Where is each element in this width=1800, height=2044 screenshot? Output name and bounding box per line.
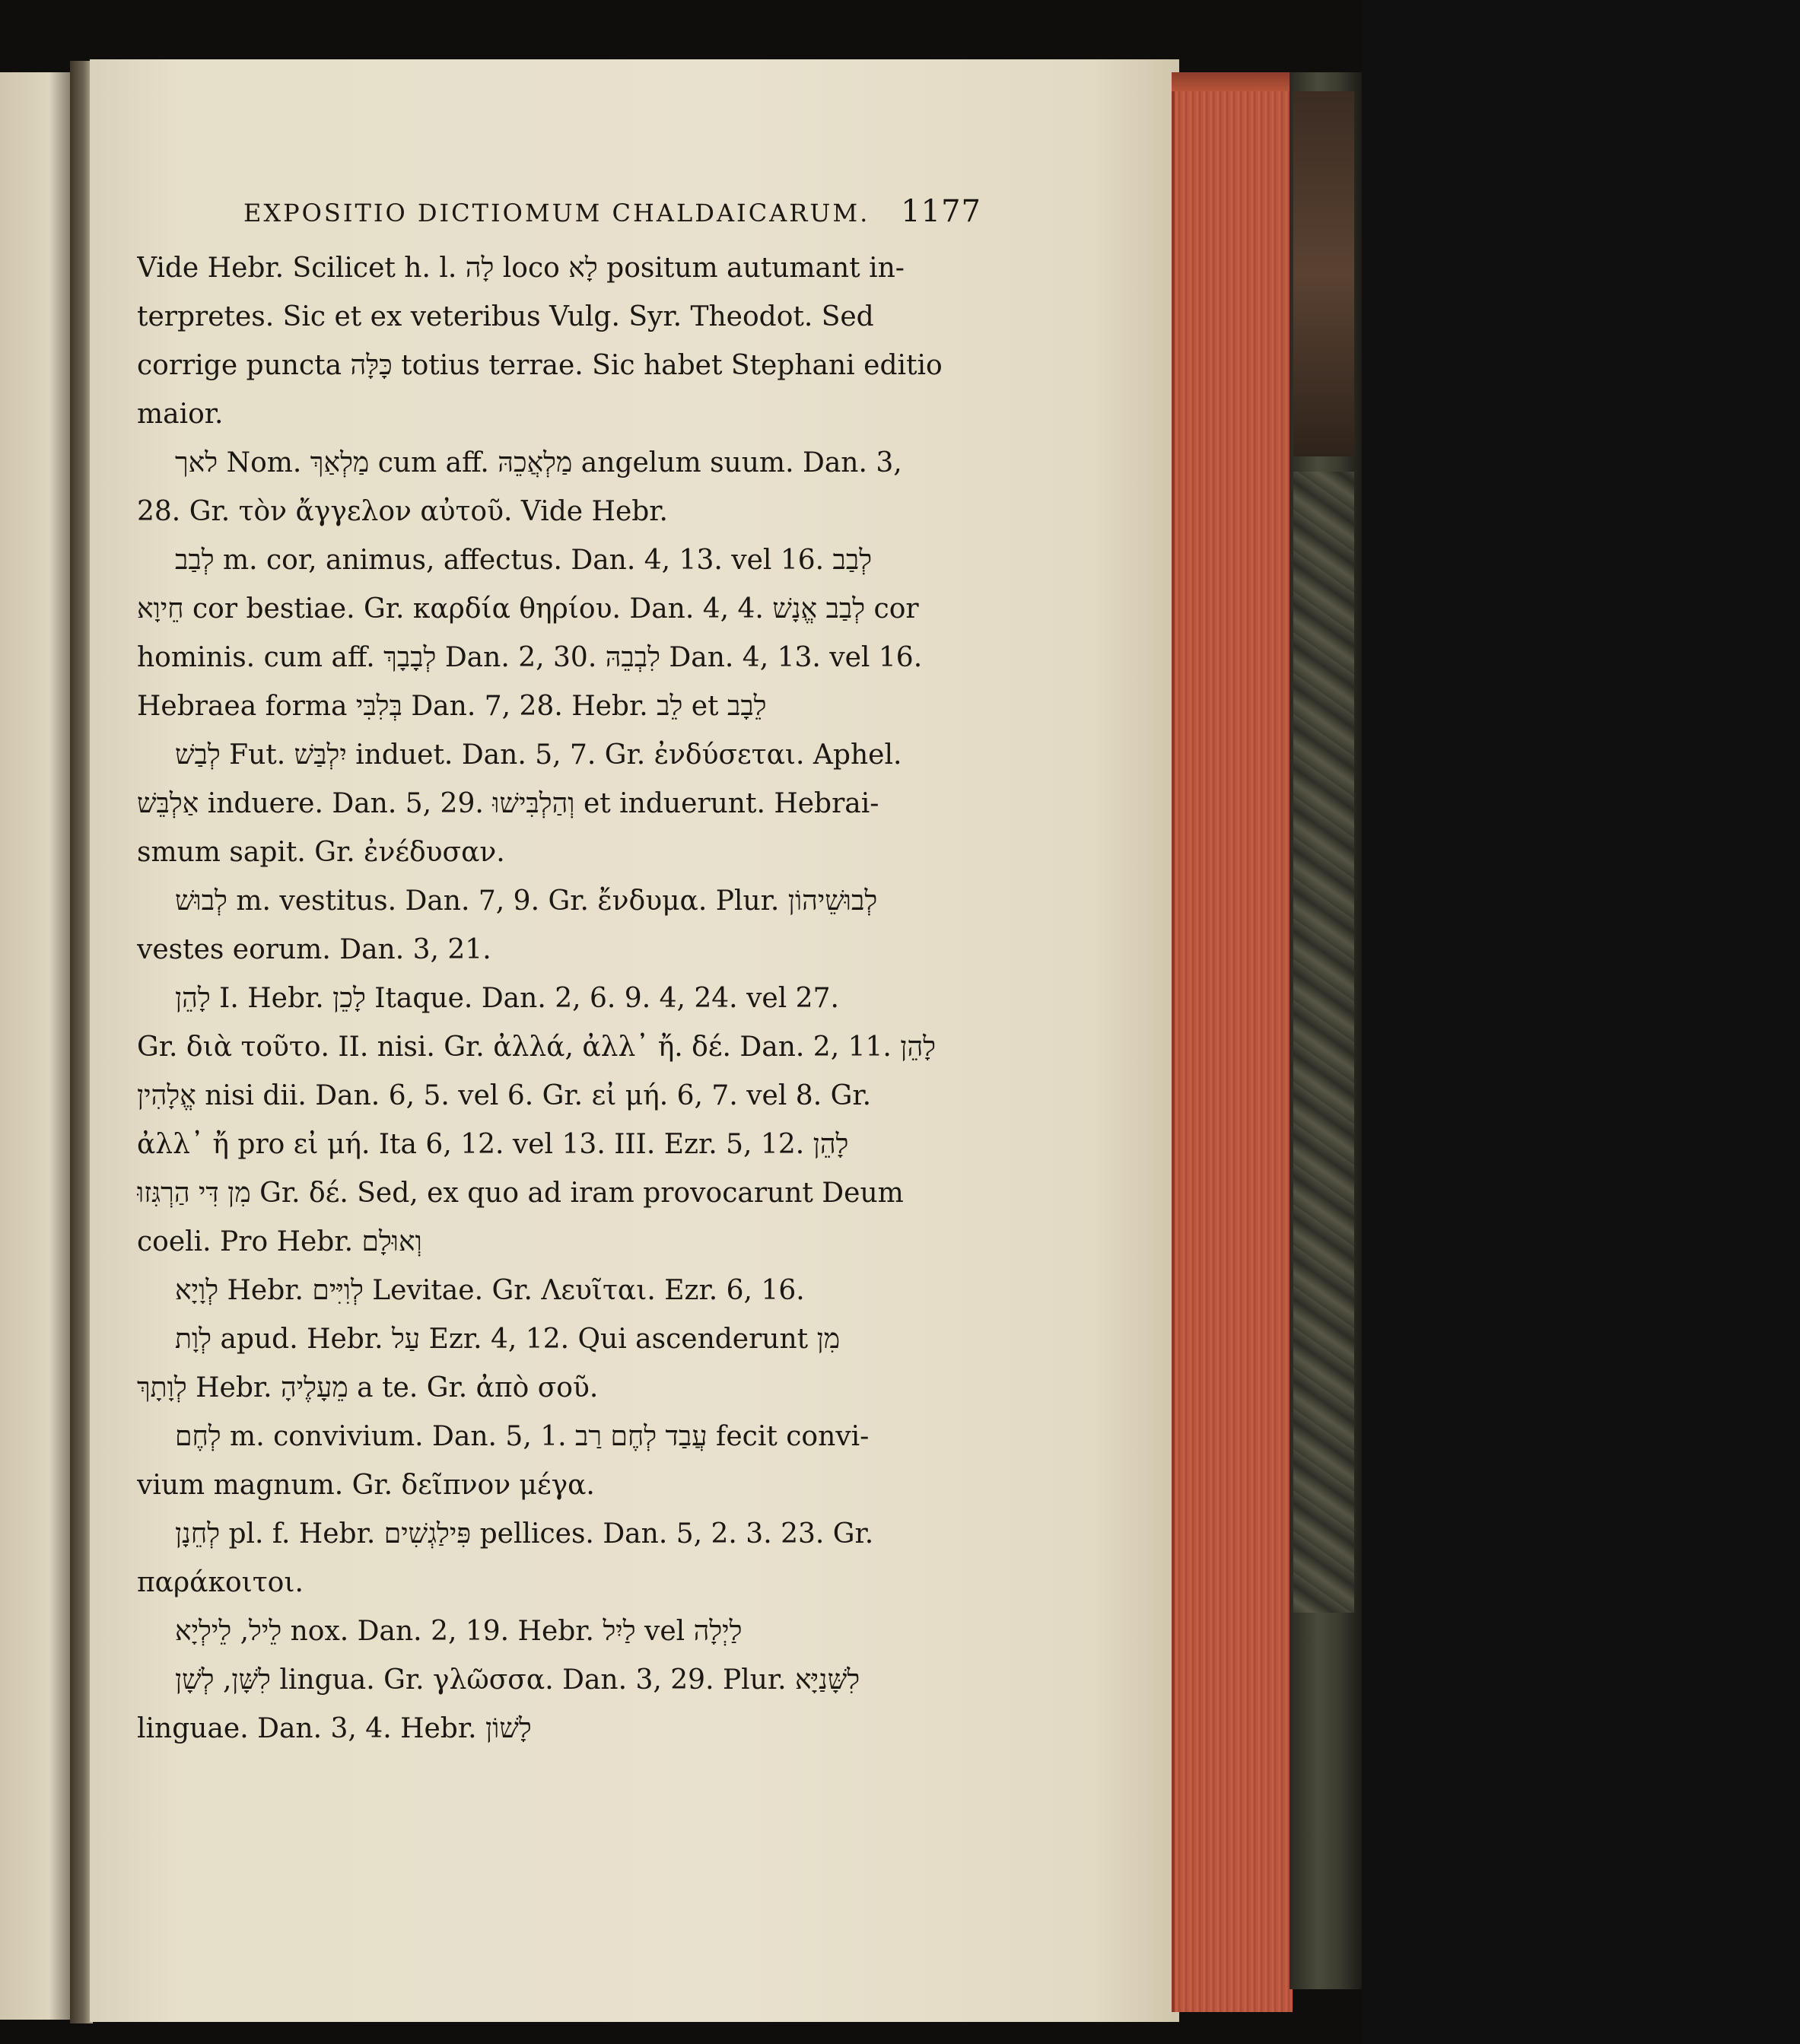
text-line: corrige puncta כָּלָּה totius terrae. Sic habet Stephani editio [137,350,943,381]
text-line: לְוָתָךְ Hebr. מֵעָלֶיהָ a te. Gr. ἀπὸ σοῦ. [137,1372,599,1403]
text-line: linguae. Dan. 3, 4. Hebr. לָשׁוֹן [137,1713,532,1744]
text-line: terpretes. Sic et ex veteribus Vulg. Syr. Theodot. Sed [137,301,874,332]
entry-line: לְבַשׁ Fut. יִלְבַּשׁ induet. Dan. 5, 7. Gr. ἐνδύσεται. Aphel. [175,739,902,771]
text-line: vestes eorum. Dan. 3, 21. [137,934,491,965]
cover-marbled-paper [1293,472,1354,1613]
text-line: hominis. cum aff. לְבָבָךְ Dan. 2, 30. לִבְבֵהּ Dan. 4, 13. vel 16. [137,642,923,673]
text-line: ἀλλ᾽ ἤ pro εἰ μή. Ita 6, 12. vel 13. III. Ezr. 5, 12. לָהֵן [137,1129,849,1160]
text-line: vium magnum. Gr. δεῖπνον μέγα. [137,1470,595,1501]
entry-line: לְבַב m. cor, animus, affectus. Dan. 4, 13. vel 16. לְבַב [175,545,873,576]
running-head [137,194,981,232]
entry-line: לִשָּׁן, לְשָׁן lingua. Gr. γλῶσσα. Dan. 3, 29. Plur. לִשָּׁנַיָּא [175,1664,860,1696]
entry-line: לְבוּשׁ m. vestitus. Dan. 7, 9. Gr. ἔνδυμα. Plur. לְבוּשֵׁיהוֹן [175,885,878,917]
text-line: παράκοιτοι. [137,1567,304,1598]
page-block-edge [1172,72,1293,2012]
text-line: אַלְבֵּשׁ induere. Dan. 5, 29. וְהַלְבִּישׁוּ et induerunt. Hebrai- [137,788,879,819]
left-page-edge [0,72,70,2020]
text-line: maior. [137,399,224,430]
text-line: 28. Gr. τὸν ἄγγελον αὐτοῦ. Vide Hebr. [137,496,668,527]
entry-line: לָהֵן I. Hebr. לָכֵן Itaque. Dan. 2, 6. 9. 4, 24. vel 27. [175,983,839,1014]
running-head-title: EXPOSITIO DICTIOMUM CHALDAICARUM. [243,199,870,227]
page-number: 1177 [901,194,981,229]
text-line: אֱלָהִין nisi dii. Dan. 6, 5. vel 6. Gr. εἰ μή. 6, 7. vel 8. Gr. [137,1080,872,1111]
cover-leather [1293,91,1354,456]
page-text [137,194,981,1753]
scan-margin-right [1362,0,1800,2044]
text-line: Gr. διὰ τοῦτο. II. nisi. Gr. ἀλλά, ἀλλ᾽ ἤ. δέ. Dan. 2, 11. לָהֵן [137,1032,937,1063]
text-line: חֵיוָא cor bestiae. Gr. καρδία θηρίου. Dan. 4, 4. לְבַב אֱנָשׁ cor [137,593,919,625]
entry-line: לְוָיָא Hebr. לְוִיִּים Levitae. Gr. Λευῖται. Ezr. 6, 16. [175,1275,805,1306]
text-line: coeli. Pro Hebr. וְאוּלָם [137,1226,422,1257]
text-line: Vide Hebr. Scilicet h. l. לָה loco לָא positum autumant in- [137,253,905,284]
entry-line: לאך Nom. מַלְאַךְ cum aff. מַלְאֲכֵהּ angelum suum. Dan. 3, [175,447,902,478]
text-line: smum sapit. Gr. ἐνέδυσαν. [137,837,505,868]
entry-line: לֵיל, לֵילְיָא nox. Dan. 2, 19. Hebr. לַיִל vel לַיְלָה [175,1616,743,1647]
entry-line: לְחֶם m. convivium. Dan. 5, 1. עֲבַד לְחֶם רַב fecit convi- [175,1421,870,1452]
page-block-top [1172,72,1290,91]
entry-line: לְוָת apud. Hebr. עַל Ezr. 4, 12. Qui ascenderunt מִן [175,1324,841,1355]
text-line: Hebraea forma בְּלִבִּי Dan. 7, 28. Hebr. לֵב et לֵבָב [137,691,767,722]
text-line: מִן דִּי הַרְגִּזוּ Gr. δέ. Sed, ex quo ad iram provocarunt Deum [137,1178,904,1209]
entry-line: לְחֵנָן pl. f. Hebr. פִּילַגְשִׁים pellices. Dan. 5, 2. 3. 23. Gr. [175,1518,874,1550]
